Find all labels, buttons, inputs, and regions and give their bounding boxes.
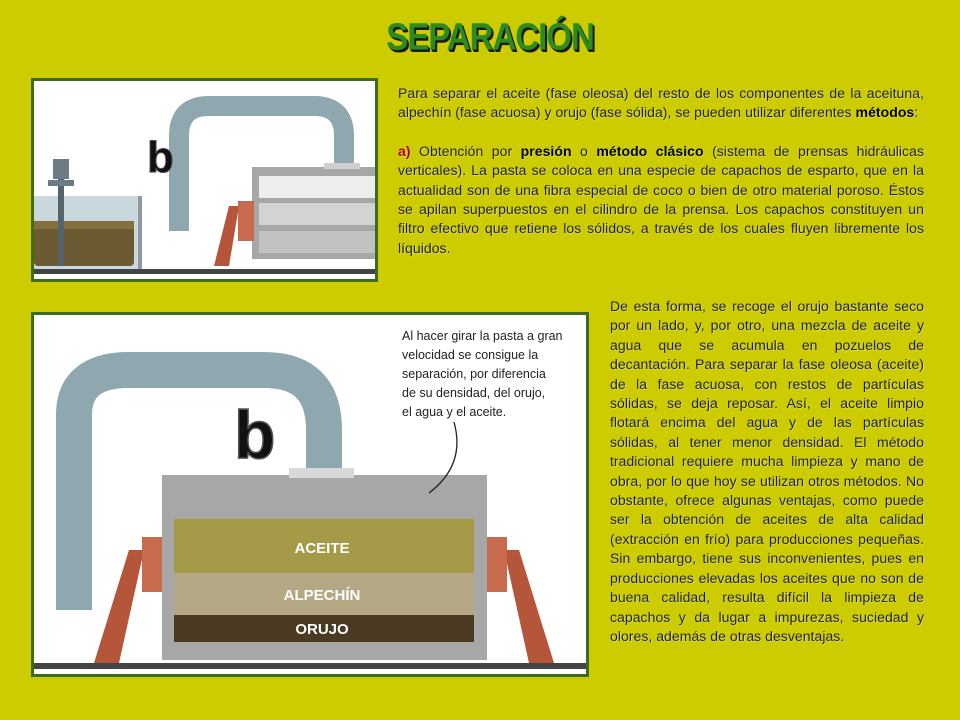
- svg-text:el agua y el aceite.: el agua y el aceite.: [402, 405, 507, 419]
- diagram-small-letter: b: [147, 133, 174, 182]
- svg-text:de su densidad, del orujo,: de su densidad, del orujo,: [402, 386, 546, 400]
- layer-water-label: ALPECHÍN: [283, 587, 361, 604]
- diagram-large-letter: b: [234, 397, 276, 473]
- svg-text:velocidad se consigue la: velocidad se consigue la: [402, 348, 539, 362]
- page-title: SEPARACIÓN: [386, 15, 594, 58]
- layer-oil-label: ACEITE: [294, 540, 350, 557]
- diagram-large: [31, 312, 589, 677]
- layer-pomace-label: ORUJO: [295, 621, 349, 638]
- intro-text-block: [398, 84, 924, 258]
- callout-text: [402, 329, 563, 419]
- method-a-paragraph: a) Obtención por presión o método clásico (sistema de prensas hidráulicas verticales). La pasta se coloca en una especie de capachos de esparto, que en la actualidad son de una fibra especial de coco o bien de otro material poroso. Éstos se apilan superpuestos en el cilindro de la prensa. Los capachos constituyen un filtro efectivo que retiene los sólidos, a través de los cuales fluyen libremente los líquidos.: [398, 142, 924, 256]
- continuation-paragraph: De esta forma, se recoge el orujo bastante seco por un lado, y, por otro, una mezcla de aceite y agua que se acumula en pozuelos de decantación. Para separar la fase oleosa (aceite) de la fase acuosa, con restos de partículas sólidas, se deja reposar. Así, el aceite limpio flotará encima del agua y de las partículas sólidas, al tener menor densidad. El método tradicional requiere mucha limpieza y mano de obra, por lo que hoy se utilizan otros métodos. No obstante, ofrece algunas ventajas, como puede ser la obtención de aceites de alta calidad (extracción en frío) para producciones pequeñas. Sin embargo, tiene sus inconvenientes, pues en producciones elevadas los aceites que no son de buena calidad, resulta difícil la limpieza de capachos y da lugar a impurezas, suciedad y olores, además de otras desventajas.: [610, 298, 924, 644]
- intro-paragraph: Para separar el aceite (fase oleosa) del resto de los componentes de la aceituna, alpechín (fase acuosa) y orujo (fase sólida), se pueden utilizar diferentes métodos:: [398, 85, 924, 121]
- diagram-small: [31, 78, 378, 282]
- svg-text:separación, por diferencia: separación, por diferencia: [402, 367, 546, 381]
- svg-text:Al hacer girar la pasta a gran: Al hacer girar la pasta a gran: [402, 329, 563, 343]
- continuation-text-block: [610, 297, 924, 646]
